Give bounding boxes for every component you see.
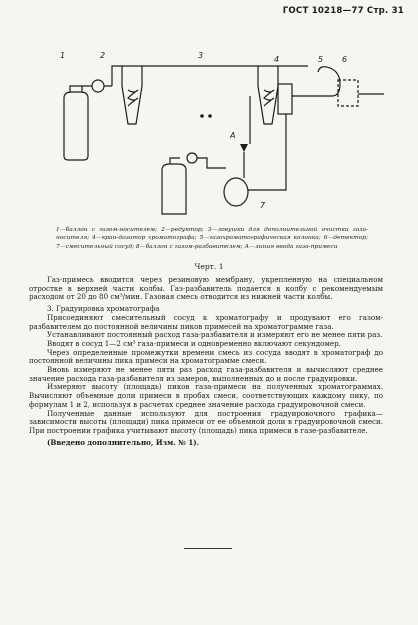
mixing-vessel bbox=[224, 178, 248, 206]
paragraph: Полученные данные используют для построения градуировочного графика—зависимости высоты (площади) пика примеси от ее объемной доли в градуировочной смеси. При построении графика учитывают высоту (площадь) пика примеси в газе-разбавителе. bbox=[29, 408, 383, 435]
page-header: ГОСТ 10218—77 Стр. 31 bbox=[282, 6, 404, 16]
label-1: 1 bbox=[60, 51, 66, 60]
paragraph: Устанавливают постоянный расход газа-разбавителя и измеряют его не менее пяти раз. bbox=[47, 330, 383, 340]
label-4: 4 bbox=[274, 55, 280, 64]
paragraph: Присоединяют смесительный сосуд к хроматографу и продувают его газом-разбавителем до постоянной величины пиков примесей на хроматограмме газа. bbox=[29, 312, 383, 331]
end-rule bbox=[184, 548, 232, 549]
figure-title: Черт. 1 bbox=[194, 262, 224, 271]
label-a: A bbox=[230, 131, 236, 140]
label-6: 6 bbox=[342, 55, 348, 64]
paragraph: Измеряют высоту (площадь) пиков газа-примеси на полученных хроматограммах. Вычисляют объемные доли примеси в пробах смеси, соответствующих каждому пику, по формулам 1 и 2, используя в расчетах среднее значение расхода градуировочной смеси. bbox=[29, 382, 383, 409]
detector bbox=[338, 80, 358, 106]
paragraph: Вновь измеряют не менее пяти раз расход газа-разбавителя и вычисляют среднее значение расхода газа-разбавителя из замеров, выполненных до и после градуировки. bbox=[29, 365, 383, 383]
apparatus-diagram bbox=[22, 40, 392, 220]
dosing-valve bbox=[278, 84, 292, 114]
figure-caption: 1—баллон с газом-носителем; 2—редуктор; 3—ловушки для дополнительной очистки газа-носителя; 4—кран-дозатор хроматографа; 5—газохроматографическая колонка; 6—детектор; 7—смесительный сосуд; 8—баллон с газом-разбавителем; А—линия ввода газа-примеси bbox=[56, 227, 368, 250]
body-text bbox=[29, 276, 383, 447]
label-5: 5 bbox=[318, 55, 324, 64]
gas-cylinder-1 bbox=[64, 92, 88, 160]
gc-column bbox=[292, 67, 340, 96]
label-3: 3 bbox=[198, 51, 204, 60]
label-7: 7 bbox=[260, 201, 266, 210]
amendment-note: (Введено дополнительно, Изм. № 1). bbox=[47, 437, 200, 447]
label-2: 2 bbox=[100, 51, 106, 60]
paragraph: Вводят в сосуд 1—2 см³ газа-примеси и одновременно включают секундомер. bbox=[47, 338, 341, 348]
reducer bbox=[92, 80, 104, 92]
gas-cylinder-8 bbox=[162, 164, 186, 214]
section-heading: 3. Градуировка хроматографа bbox=[47, 304, 160, 314]
paragraph: Через определенные промежутки времени смесь из сосуда вводят в хроматограф до постоянной величины пика примеси на хроматограмме смеси. bbox=[29, 347, 383, 366]
paragraph: Газ-примесь вводится через резиновую мембрану, укрепленную на специальном отростке в верхней части колбы. Газ-разбавитель подается в колбу с рекомендуемым расходом от 20 до 80 см³/мин. Газовая смесь отводится из нижней части колбы. bbox=[29, 275, 383, 302]
